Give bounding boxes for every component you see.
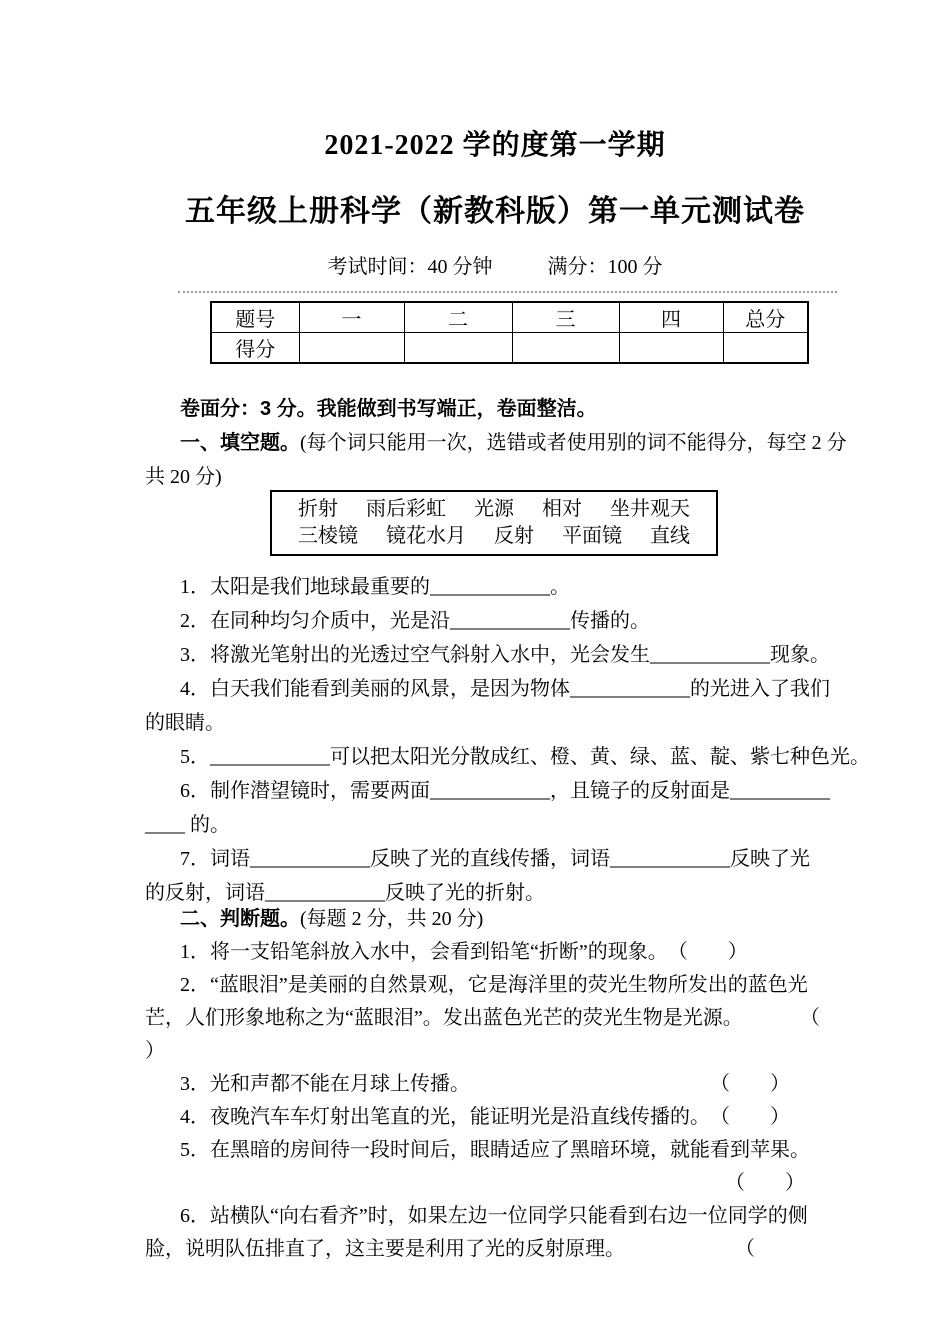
word-bank-box — [270, 490, 718, 556]
score-table — [210, 301, 809, 364]
score-cell — [619, 333, 723, 364]
word-bank-word: 镜花水月 — [386, 525, 466, 547]
judge-question-2-continuation — [145, 1002, 845, 1035]
score-table-header-cell: 一 — [299, 302, 404, 333]
section1-instructions-cont: 共 20 分) — [145, 466, 222, 488]
question-text: 芒，人们形象地称之为“蓝眼泪”。发出蓝色光芒的荧光生物是光源。 — [145, 1007, 743, 1029]
question-text: 5．____________可以把太阳光分散成红、橙、黄、绿、蓝、靛、紫七种色光。 — [180, 746, 870, 768]
exam-info-line — [145, 255, 845, 279]
score-table-header-row — [211, 302, 808, 333]
full-score-label: 满分：100 分 — [547, 256, 663, 278]
dashed-divider — [178, 291, 837, 293]
word-bank-word: 三棱镜 — [298, 525, 358, 547]
score-table-header-cell: 四 — [619, 302, 723, 333]
word-bank-word: 光源 — [474, 498, 514, 520]
fill-question-6 — [145, 774, 845, 808]
neatness-notice — [145, 392, 845, 426]
answer-brackets: （ — [735, 1238, 755, 1260]
question-text: 5．在黑暗的房间待一段时间后，眼睛适应了黑暗环境，就能看到苹果。 — [180, 1139, 810, 1161]
score-table-header-cell: 题号 — [211, 302, 299, 333]
score-cell — [404, 333, 512, 364]
fill-question-3 — [145, 638, 845, 672]
judge-question-6 — [145, 1200, 845, 1233]
fill-question-4-continuation — [145, 706, 845, 740]
answer-brackets: （ — [800, 1007, 820, 1029]
notice-text: 卷面分：3 分。我能做到书写端正，卷面整洁。 — [180, 398, 597, 420]
page-title: 2021-2022 学的度第一学期 — [324, 130, 666, 161]
fill-question-7 — [145, 842, 845, 876]
word-bank-word: 相对 — [542, 498, 582, 520]
judge-question-4 — [145, 1101, 845, 1134]
fill-question-4 — [145, 672, 845, 706]
question-text: 3．光和声都不能在月球上传播。 — [180, 1073, 470, 1095]
word-bank-word: 雨后彩虹 — [366, 498, 446, 520]
question-text: 1．太阳是我们地球最重要的____________。 — [180, 576, 570, 598]
answer-brackets: （ ） — [710, 1073, 790, 1095]
word-bank-word: 直线 — [650, 525, 690, 547]
section2-title: 二、判断题。 — [180, 908, 300, 930]
score-cell — [299, 333, 404, 364]
question-text: 3．将激光笔射出的光透过空气斜射入水中，光会发生____________现象。 — [180, 644, 830, 666]
word-bank-word: 折射 — [298, 498, 338, 520]
word-bank-word: 反射 — [494, 525, 534, 547]
score-table-header-cell: 总分 — [723, 302, 808, 333]
answer-brackets: （ ） — [725, 1172, 805, 1194]
score-cell — [723, 333, 808, 364]
question-text: 7．词语____________反映了光的直线传播，词语____________反映了光 — [180, 848, 810, 870]
question-text: 的反射，词语____________反映了光的折射。 — [145, 882, 545, 904]
judge-question-5-brackets — [145, 1167, 845, 1200]
score-row-label: 得分 — [211, 333, 299, 364]
score-table-header-cell: 二 — [404, 302, 512, 333]
word-bank-word: 坐井观天 — [610, 498, 690, 520]
section1-heading-continuation — [145, 460, 845, 494]
judge-question-3 — [145, 1068, 845, 1101]
score-table-score-row — [211, 333, 808, 364]
word-bank-row — [272, 523, 716, 550]
word-bank-word: 平面镜 — [562, 525, 622, 547]
section2-instructions: (每题 2 分，共 20 分) — [300, 908, 484, 930]
section1-heading — [145, 426, 845, 460]
answer-brackets: （ ） — [710, 1106, 790, 1128]
question-text: 4．夜晚汽车车灯射出笔直的光，能证明光是沿直线传播的。 — [180, 1106, 710, 1128]
question-text: 6．站横队“向右看齐”时，如果左边一位同学只能看到右边一位同学的侧 — [180, 1205, 808, 1227]
score-table-header-cell: 三 — [512, 302, 619, 333]
question-text: 6．制作潜望镜时，需要两面____________，且镜子的反射面是__________ — [180, 780, 830, 802]
question-text: 4．白天我们能看到美丽的风景，是因为物体____________的光进入了我们 — [180, 678, 830, 700]
question-text: ____ 的。 — [145, 814, 230, 836]
fill-question-6-continuation — [145, 808, 845, 842]
question-text: 2．在同种均匀介质中，光是沿____________传播的。 — [180, 610, 650, 632]
judge-question-6-continuation — [145, 1233, 845, 1266]
fill-question-2 — [145, 604, 845, 638]
judge-question-2-bracket-close — [145, 1035, 845, 1068]
fill-question-5 — [145, 740, 870, 774]
score-cell — [512, 333, 619, 364]
page-subtitle: 五年级上册科学（新教科版）第一单元测试卷 — [185, 195, 805, 228]
answer-brackets: ） — [145, 1040, 165, 1062]
question-text: 脸，说明队伍排直了，这主要是利用了光的反射原理。 — [145, 1238, 625, 1260]
exam-time-label: 考试时间：40 分钟 — [327, 256, 493, 278]
question-text: 的眼睛。 — [145, 712, 225, 734]
question-text: 2．“蓝眼泪”是美丽的自然景观，它是海洋里的荧光生物所发出的蓝色光 — [180, 974, 808, 996]
question-text: 1．将一支铅笔斜放入水中，会看到铅笔“折断”的现象。 — [180, 941, 668, 963]
judge-question-1 — [145, 936, 845, 969]
word-bank-row — [272, 496, 716, 523]
answer-brackets: （ ） — [667, 941, 748, 963]
section1-title: 一、填空题。 — [180, 432, 300, 454]
judge-question-5 — [145, 1134, 845, 1167]
section1-instructions: (每个词只能用一次，选错或者使用别的词不能得分，每空 2 分 — [300, 432, 847, 454]
judge-question-2 — [145, 969, 845, 1002]
fill-question-1 — [145, 570, 845, 604]
